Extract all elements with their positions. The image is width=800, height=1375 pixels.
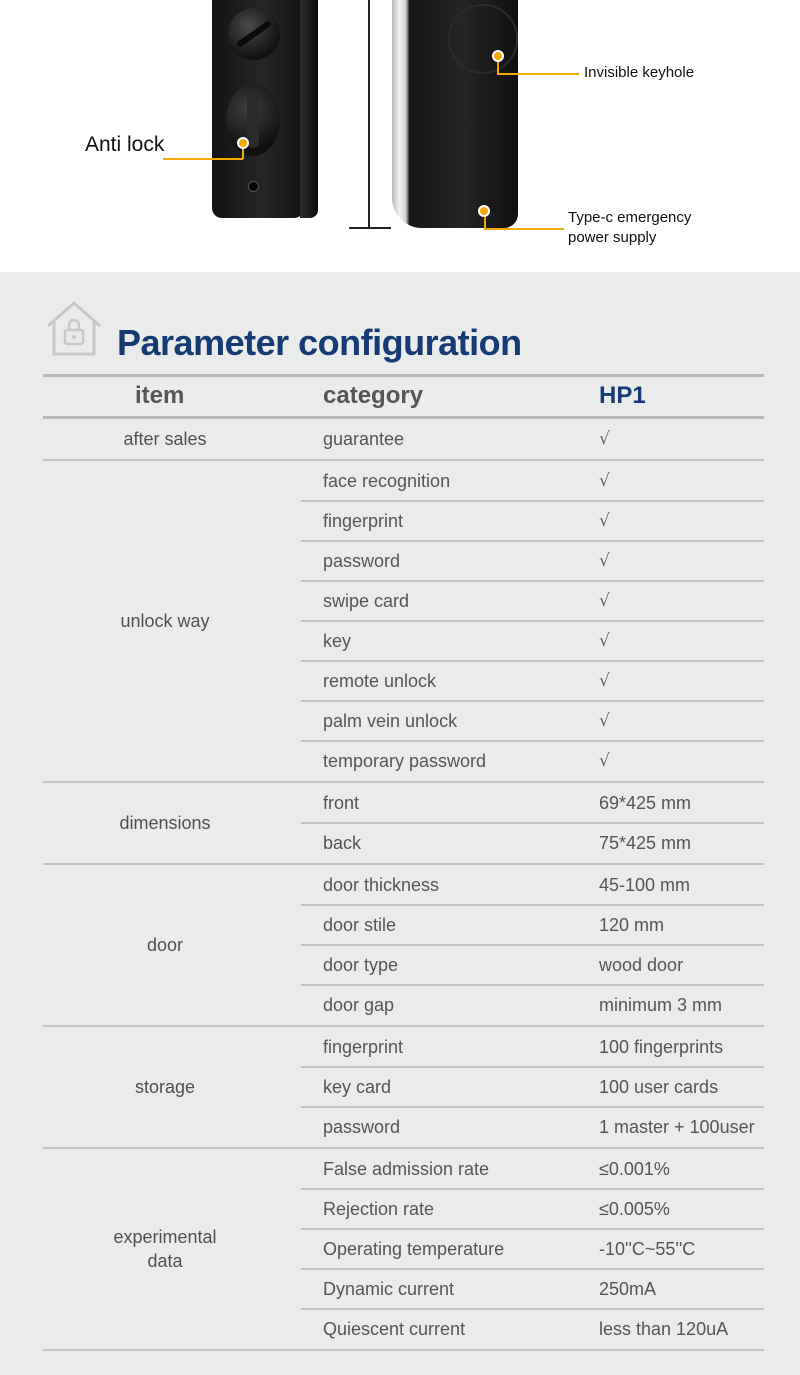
anti-lock-marker	[237, 137, 249, 149]
check-mark: √	[599, 511, 610, 531]
value-cell: 250mA	[599, 1279, 657, 1299]
keyhole-leader	[497, 73, 579, 75]
keyhole-cover-ring	[448, 4, 518, 74]
row-divider	[301, 540, 764, 542]
category-cell: door stile	[323, 915, 397, 935]
value-cell: 45-100 mm	[599, 875, 691, 895]
header-category: category	[323, 382, 424, 409]
section-title: Parameter configuration	[117, 322, 522, 363]
group-item-label: door	[146, 935, 184, 955]
group-item-label: dimensions	[119, 813, 211, 833]
category-cell: password	[323, 1117, 401, 1137]
row-divider	[301, 500, 764, 502]
check-mark: √	[599, 471, 610, 491]
typec-leader	[484, 228, 564, 230]
invisible-keyhole-label: Invisible keyhole	[584, 64, 695, 81]
row-divider	[301, 1308, 764, 1310]
anti-lock-knob	[226, 84, 280, 156]
value-cell: 120 mm	[599, 915, 665, 935]
typec-label-line1: Type-c emergency	[568, 209, 692, 226]
group-item-label: experimental data	[113, 1227, 217, 1271]
house-lock-icon	[44, 298, 104, 358]
category-cell: remote unlock	[323, 671, 437, 691]
row-divider	[301, 700, 764, 702]
category-cell: door thickness	[323, 875, 440, 895]
row-divider	[301, 904, 764, 906]
value-cell: 75*425 mm	[599, 833, 692, 853]
category-cell: palm vein unlock	[323, 711, 458, 731]
category-cell: door type	[323, 955, 399, 975]
row-divider	[301, 1106, 764, 1108]
group-item-label: after sales	[123, 429, 207, 449]
group-item-label: storage	[134, 1077, 196, 1097]
check-mark: √	[599, 631, 610, 651]
category-cell: face recognition	[323, 471, 451, 491]
table-top-rule	[43, 374, 764, 377]
row-divider	[301, 944, 764, 946]
group-divider	[43, 781, 764, 783]
measure-line-base	[349, 227, 391, 229]
row-divider	[301, 984, 764, 986]
group-divider	[43, 459, 764, 461]
category-cell: Dynamic current	[323, 1279, 455, 1299]
category-cell: guarantee	[323, 429, 405, 449]
measure-line-vertical	[368, 0, 370, 228]
category-cell: False admission rate	[323, 1159, 490, 1179]
anti-lock-label: Anti lock	[85, 133, 165, 156]
value-cell: minimum 3 mm	[599, 995, 723, 1015]
reset-hole	[248, 181, 259, 192]
front-lock-edge	[300, 0, 318, 218]
category-cell: temporary password	[323, 751, 487, 771]
row-divider	[301, 620, 764, 622]
header-bottom-rule	[43, 416, 764, 419]
row-divider	[301, 822, 764, 824]
row-divider	[301, 660, 764, 662]
value-cell: 100 user cards	[599, 1077, 719, 1097]
anti-lock-leader	[163, 158, 243, 160]
category-cell: door gap	[323, 995, 395, 1015]
category-cell: password	[323, 551, 401, 571]
row-divider	[301, 1228, 764, 1230]
category-cell: fingerprint	[323, 1037, 404, 1057]
category-cell: key	[323, 631, 352, 651]
row-divider	[301, 1188, 764, 1190]
group-item-label: unlock way	[120, 611, 210, 631]
category-cell: back	[323, 833, 362, 853]
value-cell: ≤0.005%	[599, 1199, 670, 1219]
check-mark: √	[599, 429, 610, 449]
thumb-turn-knob	[228, 8, 280, 60]
value-cell: 100 fingerprints	[599, 1037, 724, 1057]
product-photo	[0, 0, 800, 272]
group-divider	[43, 1025, 764, 1027]
typec-label-line2: power supply	[568, 229, 657, 246]
header-item: item	[135, 382, 185, 409]
category-cell: swipe card	[323, 591, 410, 611]
value-cell: less than 120uA	[599, 1319, 729, 1339]
group-divider	[43, 863, 764, 865]
keyhole-marker	[492, 50, 504, 62]
value-cell: -10''C~55''C	[599, 1239, 696, 1259]
row-divider	[301, 1268, 764, 1270]
category-cell: key card	[323, 1077, 392, 1097]
value-cell: ≤0.001%	[599, 1159, 670, 1179]
header-model: HP1	[599, 382, 646, 409]
check-mark: √	[599, 591, 610, 611]
check-mark: √	[599, 751, 610, 771]
value-cell: wood door	[599, 955, 684, 975]
check-mark: √	[599, 671, 610, 691]
group-divider	[43, 1147, 764, 1149]
row-divider	[301, 1066, 764, 1068]
row-divider	[301, 740, 764, 742]
category-cell: Quiescent current	[323, 1319, 466, 1339]
value-cell: 1 master + 100user	[599, 1117, 755, 1137]
value-cell: 69*425 mm	[599, 793, 692, 813]
check-mark: √	[599, 711, 610, 731]
category-cell: Operating temperature	[323, 1239, 505, 1259]
category-cell: fingerprint	[323, 511, 404, 531]
row-divider	[301, 580, 764, 582]
category-cell: Rejection rate	[323, 1199, 435, 1219]
check-mark: √	[599, 551, 610, 571]
group-divider	[43, 1349, 764, 1351]
parameter-table	[43, 374, 764, 1339]
typec-marker	[478, 205, 490, 217]
category-cell: front	[323, 793, 360, 813]
